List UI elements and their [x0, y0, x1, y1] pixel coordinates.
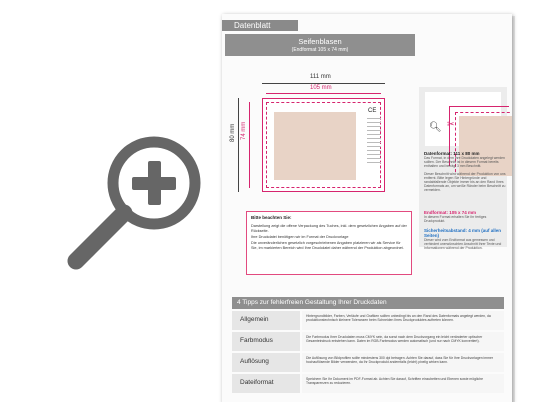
tips-row: [232, 353, 504, 372]
notes-list: [251, 224, 407, 251]
tips-row-text: Speichern Sie Ihr Dokument im PDF-Format ab. Achten Sie darauf, Schriften einzubetten und Ebenen sowie mögliche Transparenzen zu reduzieren.: [302, 374, 504, 393]
data-format-text: Das Format, in dem Ihre Druckdaten angelegt werden sollten. Der Beschnitt ist in diesem Format bereits enthalten und beträgt 3 mm Beschnitt.: [424, 156, 505, 169]
dim-line-width-outer: [262, 83, 385, 84]
tips-row-label: Farbmodus: [232, 332, 300, 351]
tips-row: [232, 374, 504, 393]
dim-line-height-outer: [238, 98, 239, 192]
tips-row-text: Die Farbmodus Ihrer Druckdaten muss CMYK sein, da sonst nach dem Druckvorgang ein leicht veränderter optischer Gesamteindruck entstehen kann. Daten im RGB-Farbmodus werden automatisch (und nur nach CMYK konvertiert).: [302, 332, 504, 351]
mini-magnifier-icon: 🔍︎: [429, 122, 442, 133]
safety-info: [424, 228, 506, 251]
notes-box: [246, 211, 412, 275]
dim-height-inner: 74 mm: [241, 121, 247, 140]
tips-row-text: Hintergrundbilder, Farben, Verläufe und Grafiken sollten unbedingt bis an den Rand des Datenformats angelegt werden, da produktionstechnisch kleinere Toleranzen beim Schneiden Ihres Druckproduktes auftreten können.: [302, 311, 504, 330]
scissors-icon: ✂: [447, 119, 455, 129]
dim-line-height-inner: [249, 102, 250, 188]
notes-item: Die unveränderlichen gesetzlich vorgeschriebenen Angaben platzieren wir als Service für Sie, im markierten Bereich wird Ihre Druckdatei daher während der Produktion abgeordnet.: [251, 241, 404, 250]
notes-item: Ihre Druckdatei benötigen wir im Format der Druckvorlage: [251, 235, 349, 239]
datasheet-preview[interactable]: [222, 14, 512, 402]
tips-row: [232, 311, 504, 330]
legal-text-area: [367, 118, 381, 178]
tips-row-label: Auflösung: [232, 353, 300, 372]
corner-detail: [425, 92, 501, 146]
end-format-text: In diesem Format erhalten Sie Ihr fertiges Druckprodukt.: [424, 215, 487, 224]
notes-item: Darstellung zeigt die offene Verpackung des Tuches, inkl. dem gesetzlichen Angaben auf der Rückseite.: [251, 224, 407, 233]
page-subtitle: (Endformat 105 x 74 mm): [291, 47, 349, 53]
tips-row: [232, 332, 504, 351]
end-format-info: [424, 210, 506, 223]
artwork-area: [274, 112, 356, 180]
data-format-title: Datenformat: 111 x 80 mm: [424, 151, 480, 156]
tips-row-label: Allgemein: [232, 311, 300, 330]
tips-title: 4 Tipps zur fehlerfreien Gestaltung Ihrer Druckdaten: [232, 297, 504, 309]
page-title: Seifenblasen: [298, 37, 342, 46]
ce-mark: CE: [368, 108, 377, 114]
end-format-title: Endformat: 105 x 74 mm: [424, 210, 477, 215]
zoom-button[interactable]: [62, 125, 212, 275]
title-bar: [225, 34, 415, 56]
dim-width-inner: 105 mm: [310, 85, 332, 91]
safety-text: Dieser wird vom Endformat aus gemessen und verhindert unerwünschten Anschnitt Ihrer Texte und Informationen während der Produktion.: [424, 238, 502, 251]
magnifier-plus-icon: [62, 125, 212, 275]
datasheet-tab: Datenblatt: [222, 20, 298, 31]
dim-width-outer: 111 mm: [310, 74, 331, 80]
notes-title: Bitte beachten Sie:: [251, 215, 292, 220]
bleed-text: Dieser Beschnitt wird während der Produktion von uns entfernt. Bitte legen Sie Hintergründe und randabfallende Objekte immer bis an den Rand Ihres Datenformats an, um weiße Ränder beim Beschnitt zu vermeiden.: [424, 171, 506, 193]
dim-height-outer: 80 mm: [230, 123, 236, 142]
dim-line-width-inner: [266, 93, 381, 94]
data-format-info: [424, 151, 506, 193]
tips-row-label: Dateiformat: [232, 374, 300, 393]
tips-row-text: Die Auflösung von Bildprofilen sollte mindestens 300 dpi betragen. Achten Sie darauf, dass Sie für Ihre Druckvorlagen immer hochauflösende Bilder verwenden, da Ihr Druckprodukt andernfalls (leicht) pixelig wirken kann.: [302, 353, 504, 372]
safety-title: Sicherheitsabstand: 4 mm (auf allen Seiten): [424, 228, 502, 238]
